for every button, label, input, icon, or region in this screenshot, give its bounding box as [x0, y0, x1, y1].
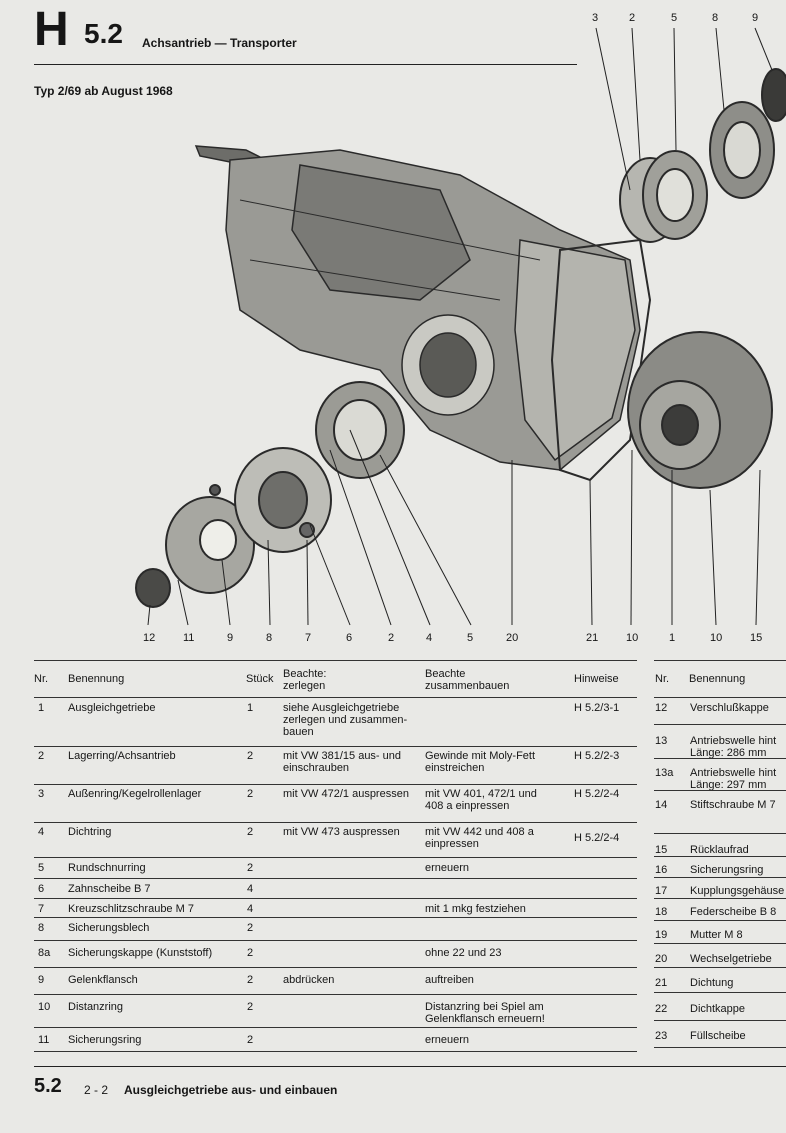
cell-nr: 12 [655, 702, 668, 714]
table-row-rule [654, 1047, 786, 1048]
callout-label: 5 [671, 12, 678, 24]
table-row-rule [654, 992, 786, 993]
cell-benennung: Antriebswelle hint Länge: 297 mm [690, 767, 777, 791]
callout-label: 2 [629, 12, 636, 24]
cell-nr: 10 [38, 1001, 51, 1013]
cell-stueck: 1 [247, 702, 254, 714]
table-row-rule [654, 833, 786, 834]
table-header-rule [34, 697, 637, 698]
table-row-rule [654, 920, 786, 921]
cell-benennung: Lagerring/Achsantrieb [68, 750, 176, 762]
cell-nr: 14 [655, 799, 668, 811]
cell-benennung: Verschlußkappe [690, 702, 769, 714]
table-row-rule [654, 856, 786, 857]
cell-nr: 4 [38, 826, 45, 838]
cell-zusammenbauen: Distanzring bei Spiel am Gelenkflansch erneuern! [425, 1001, 545, 1025]
cell-nr: 13 [655, 735, 668, 747]
cell-benennung: Außenring/Kegelrollenlager [68, 788, 202, 800]
callout-label: 12 [143, 632, 156, 644]
cell-zerlegen: mit VW 473 auspressen [283, 826, 400, 838]
table-row-rule [34, 746, 637, 747]
cell-nr: 15 [655, 844, 668, 856]
table-row-rule [34, 967, 637, 968]
cell-benennung: Zahnscheibe B 7 [68, 883, 151, 895]
col-header-nr-right: Nr. [655, 673, 670, 685]
table-row-rule [654, 790, 786, 791]
cell-nr: 7 [38, 903, 45, 915]
col-header-benennung-right: Benennung [689, 673, 746, 685]
page-subtitle: Typ 2/69 ab August 1968 [34, 84, 173, 98]
table-row-rule [34, 1027, 637, 1028]
col-header-zerlegen: Beachte: zerlegen [283, 668, 327, 692]
cell-nr: 17 [655, 885, 668, 897]
cell-benennung: Dichtkappe [690, 1003, 746, 1015]
callout-label: 10 [710, 632, 723, 644]
cell-benennung: Sicherungsring [68, 1034, 142, 1046]
col-header-hinweise: Hinweise [574, 673, 619, 685]
cell-benennung: Federscheibe B 8 [690, 906, 777, 918]
table-row-rule [34, 898, 637, 899]
cell-benennung: Füllscheibe [690, 1030, 746, 1042]
table-right-top-rule [654, 660, 786, 661]
bearing-rings-top-drawing [620, 69, 786, 242]
footer-section-number: 5.2 [34, 1075, 62, 1097]
cell-benennung: Antriebswelle hint Länge: 286 mm [690, 735, 777, 759]
cell-zusammenbauen: erneuern [425, 862, 470, 874]
cell-stueck: 2 [247, 1001, 254, 1013]
cell-nr: 8a [38, 947, 51, 959]
callout-label: 9 [227, 632, 234, 644]
cell-benennung: Stiftschraube M 7 [690, 799, 776, 811]
cell-nr: 3 [38, 788, 45, 800]
table-row-rule [654, 877, 786, 878]
table-row-rule [34, 1051, 637, 1052]
table-row-rule [654, 758, 786, 759]
callout-label: 20 [506, 632, 519, 644]
footer-rule [34, 1066, 786, 1067]
table-row-rule [654, 898, 786, 899]
cell-nr: 5 [38, 862, 45, 874]
section-letter: H [34, 3, 69, 56]
callout-label: 5 [467, 632, 474, 644]
table-row-rule [34, 878, 637, 879]
col-header-benennung: Benennung [68, 673, 125, 685]
col-header-stueck: Stück [246, 673, 274, 685]
table-row-rule [34, 917, 637, 918]
table-row-rule [34, 857, 637, 858]
callout-label: 1 [669, 632, 676, 644]
cell-nr: 6 [38, 883, 45, 895]
cell-zerlegen: abdrücken [283, 974, 335, 986]
cell-stueck: 2 [247, 1034, 254, 1046]
cell-nr: 22 [655, 1003, 668, 1015]
cell-nr: 23 [655, 1030, 668, 1042]
section-number: 5.2 [84, 18, 123, 49]
callout-label: 15 [750, 632, 763, 644]
cell-zusammenbauen: erneuern [425, 1034, 470, 1046]
table-row-rule [34, 994, 637, 995]
cell-benennung: Kreuzschlitzschraube M 7 [68, 903, 194, 915]
cell-nr: 16 [655, 864, 668, 876]
cell-nr: 21 [655, 977, 668, 989]
cell-nr: 9 [38, 974, 45, 986]
cell-benennung: Sicherungsring [690, 864, 764, 876]
callout-label: 8 [712, 12, 719, 24]
cell-benennung: Sicherungskappe (Kunststoff) [68, 947, 213, 959]
table-row-rule [654, 967, 786, 968]
footer-title: Ausgleichgetriebe aus- und einbauen [124, 1083, 338, 1097]
table-row-rule [654, 943, 786, 944]
table-row-rule [654, 724, 786, 725]
table-row-rule [654, 1020, 786, 1021]
callout-label: 3 [592, 12, 599, 24]
cell-zusammenbauen: ohne 22 und 23 [425, 947, 502, 959]
table-row-rule [34, 784, 637, 785]
cell-benennung: Distanzring [68, 1001, 124, 1013]
cell-benennung: Mutter M 8 [690, 929, 743, 941]
callout-label: 10 [626, 632, 639, 644]
page-title: Achsantrieb — Transporter [142, 36, 297, 50]
cell-nr: 8 [38, 922, 45, 934]
cell-benennung: Dichtring [68, 826, 112, 838]
callout-label: 7 [305, 632, 312, 644]
cell-benennung: Ausgleichgetriebe [68, 702, 156, 714]
callout-label: 4 [426, 632, 433, 644]
cell-benennung: Sicherungsblech [68, 922, 150, 934]
cell-stueck: 2 [247, 922, 254, 934]
cell-nr: 19 [655, 929, 668, 941]
cell-nr: 1 [38, 702, 45, 714]
col-header-zusammenbauen: Beachte zusammenbauen [425, 668, 510, 692]
cell-zerlegen: mit VW 472/1 auspressen [283, 788, 409, 800]
cell-zusammenbauen: mit VW 442 und 408 a einpressen [425, 826, 534, 850]
cell-stueck: 4 [247, 903, 254, 915]
cell-benennung: Gelenkflansch [68, 974, 138, 986]
cell-stueck: 4 [247, 883, 254, 895]
cell-zerlegen: siehe Ausgleichgetriebe zerlegen und zusammen- bauen [283, 702, 408, 738]
differential-drawing [628, 332, 772, 488]
table-right-header-rule [654, 697, 786, 698]
cell-stueck: 2 [247, 788, 254, 800]
callout-label: 8 [266, 632, 273, 644]
cell-zusammenbauen: Gewinde mit Moly-Fett einstreichen [425, 750, 536, 774]
cell-zerlegen: mit VW 381/15 aus- und einschrauben [283, 750, 402, 774]
transmission-housing-drawing [196, 146, 640, 470]
flange-parts-drawing [136, 382, 404, 607]
cell-zusammenbauen: mit VW 401, 472/1 und 408 a einpressen [425, 788, 537, 812]
callout-label: 9 [752, 12, 759, 24]
callout-label: 11 [183, 632, 195, 644]
footer-page-number: 2 - 2 [84, 1083, 109, 1097]
cell-nr: 2 [38, 750, 45, 762]
cell-benennung: Kupplungsgehäuse [690, 885, 785, 897]
cell-zusammenbauen: auftreiben [425, 974, 474, 986]
cell-stueck: 2 [247, 826, 254, 838]
cell-stueck: 2 [247, 947, 254, 959]
col-header-nr: Nr. [34, 673, 49, 685]
callout-label: 6 [346, 632, 353, 644]
table-row-rule [34, 940, 637, 941]
cell-stueck: 2 [247, 862, 254, 874]
cell-stueck: 2 [247, 750, 254, 762]
cell-nr: 20 [655, 953, 668, 965]
cell-hinweis: H 5.2/2-4 [574, 832, 620, 844]
cell-hinweis: H 5.2/3-1 [574, 702, 620, 714]
cell-hinweis: H 5.2/2-3 [574, 750, 620, 762]
cell-hinweis: H 5.2/2-4 [574, 788, 620, 800]
cell-benennung: Dichtung [690, 977, 734, 989]
cell-benennung: Rundschnurring [68, 862, 146, 874]
callout-label: 2 [388, 632, 395, 644]
cell-benennung: Rücklaufrad [690, 844, 749, 856]
cell-nr: 11 [38, 1034, 50, 1046]
cell-nr: 18 [655, 906, 668, 918]
cell-zusammenbauen: mit 1 mkg festziehen [425, 903, 526, 915]
table-row-rule [34, 822, 637, 823]
callout-label: 21 [586, 632, 599, 644]
cell-stueck: 2 [247, 974, 254, 986]
cell-nr: 13a [655, 767, 674, 779]
cell-benennung: Wechselgetriebe [690, 953, 772, 965]
table-top-rule [34, 660, 637, 661]
